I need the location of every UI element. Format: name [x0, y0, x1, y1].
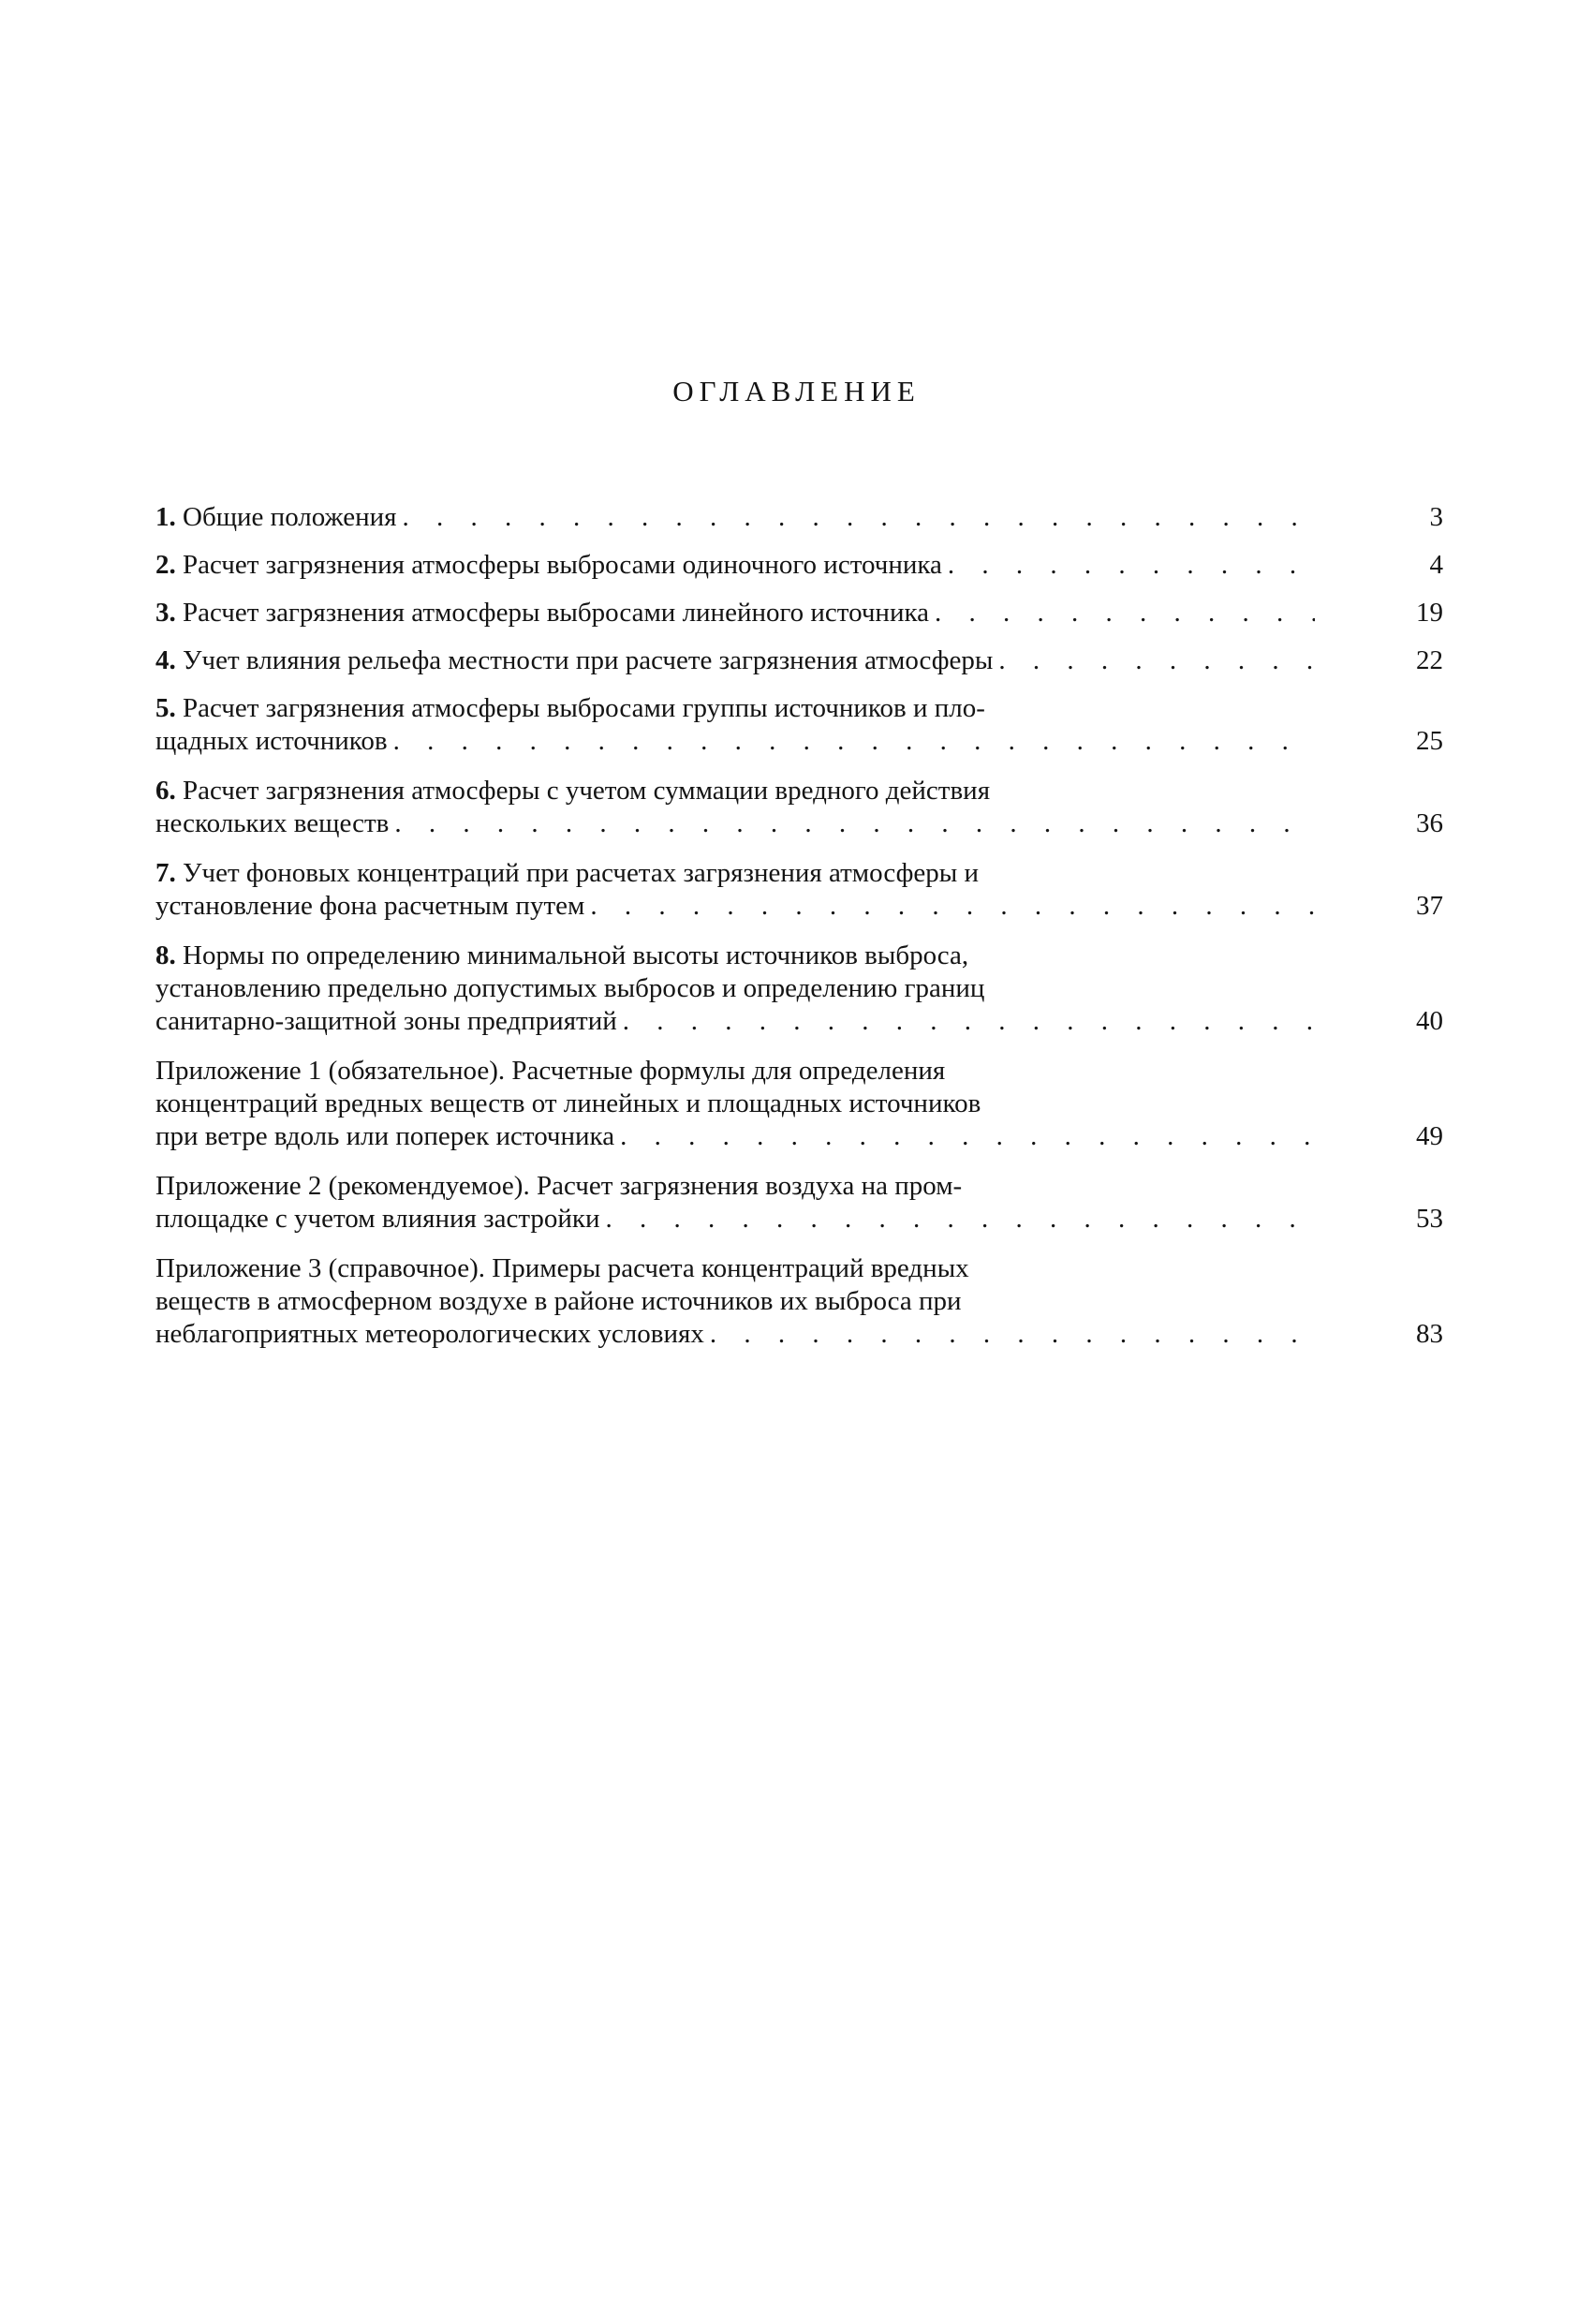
toc-entry-title-line: установлению предельно допустимых выбросов и определению границ: [155, 973, 985, 1003]
toc-entry-text: [155, 1055, 1315, 1153]
toc-entry-text: [155, 692, 1315, 758]
toc-page-number: 25: [1416, 726, 1443, 756]
dot-leader: [389, 807, 1315, 840]
toc-entry-title: Учет влияния рельефа местности при расчете загрязнения атмосферы: [183, 645, 994, 675]
toc-entry-number: 7.: [155, 858, 176, 888]
toc-entry-number: 2.: [155, 550, 176, 580]
toc-entry-title-line: Приложение 2 (рекомендуемое). Расчет загрязнения воздуха на пром-: [155, 1171, 963, 1201]
toc-page-number: 3: [1429, 502, 1443, 532]
toc-entry-title: площадке с учетом влияния застройки: [155, 1204, 600, 1234]
table-of-contents: [155, 501, 1443, 1368]
toc-entry-title: нескольких веществ: [155, 808, 390, 838]
toc-page-number: 36: [1416, 808, 1443, 838]
toc-page-number: 40: [1416, 1006, 1443, 1036]
toc-entry-7[interactable]: [155, 857, 1443, 923]
toc-entry-title-line: Нормы по определению минимальной высоты источников выброса,: [183, 940, 969, 970]
toc-entry-number: 4.: [155, 645, 176, 675]
toc-page-number: 83: [1416, 1319, 1443, 1349]
toc-entry-number: 3.: [155, 598, 176, 628]
toc-entry-3[interactable]: [155, 597, 1443, 629]
toc-page-number: 53: [1416, 1204, 1443, 1234]
toc-entry-1[interactable]: [155, 501, 1443, 534]
dot-leader: [704, 1318, 1315, 1351]
toc-entry-title: Расчет загрязнения атмосферы выбросами одиночного источника: [183, 550, 942, 580]
toc-page-number: 49: [1416, 1121, 1443, 1151]
toc-entry-text: [155, 775, 1315, 840]
dot-leader: [993, 644, 1315, 677]
toc-entry-number: 5.: [155, 693, 176, 723]
toc-entry-number: 6.: [155, 776, 176, 806]
toc-entry-title-line: Расчет загрязнения атмосферы выбросами группы источников и пло-: [183, 693, 985, 723]
toc-entry-number: 8.: [155, 940, 176, 970]
toc-entry-title: санитарно-защитной зоны предприятий: [155, 1006, 617, 1036]
toc-entry-text: [155, 501, 1315, 534]
toc-entry-title-line: концентраций вредных веществ от линейных и площадных источников: [155, 1088, 981, 1118]
toc-entry-title-line: Учет фоновых концентраций при расчетах загрязнения атмосферы и: [183, 858, 980, 888]
toc-entry-4[interactable]: [155, 644, 1443, 677]
toc-entry-title-line: веществ в атмосферном воздухе в районе источников их выброса при: [155, 1286, 962, 1316]
dot-leader: [584, 890, 1315, 923]
dot-leader: [614, 1120, 1315, 1153]
toc-page-number: 19: [1416, 598, 1443, 628]
toc-entry-6[interactable]: [155, 775, 1443, 840]
toc-appendix-2[interactable]: [155, 1170, 1443, 1236]
dot-leader: [396, 501, 1315, 534]
toc-entry-title-line: Приложение 1 (обязательное). Расчетные формулы для определения: [155, 1056, 946, 1086]
toc-entry-title: неблагоприятных метеорологических условиях: [155, 1319, 704, 1349]
toc-entry-title: щадных источников: [155, 726, 388, 756]
toc-entry-title: Общие положения: [183, 502, 397, 532]
toc-entry-title: при ветре вдоль или поперек источника: [155, 1121, 615, 1151]
toc-page-number: 37: [1416, 891, 1443, 921]
toc-entry-2[interactable]: [155, 549, 1443, 582]
toc-entry-text: [155, 1170, 1315, 1236]
toc-entry-5[interactable]: [155, 692, 1443, 758]
dot-leader: [599, 1203, 1315, 1236]
dot-leader: [942, 549, 1315, 582]
toc-entry-number: 1.: [155, 502, 176, 532]
toc-entry-text: [155, 940, 1315, 1038]
toc-entry-title-line: Приложение 3 (справочное). Примеры расчета концентраций вредных: [155, 1253, 969, 1283]
toc-entry-8[interactable]: [155, 940, 1443, 1038]
page-title: ОГЛАВЛЕНИЕ: [672, 375, 921, 407]
toc-entry-text: [155, 857, 1315, 923]
toc-entry-text: [155, 597, 1315, 629]
dot-leader: [617, 1005, 1315, 1038]
dot-leader: [929, 597, 1315, 629]
toc-entry-title: установление фона расчетным путем: [155, 891, 585, 921]
dot-leader: [388, 725, 1315, 758]
toc-entry-text: [155, 549, 1315, 582]
toc-page-number: 22: [1416, 645, 1443, 675]
toc-page-number: 4: [1429, 550, 1443, 580]
toc-entry-text: [155, 644, 1315, 677]
toc-entry-text: [155, 1252, 1315, 1351]
toc-entry-title: Расчет загрязнения атмосферы выбросами линейного источника: [183, 598, 929, 628]
toc-appendix-1[interactable]: [155, 1055, 1443, 1153]
toc-entry-title-line: Расчет загрязнения атмосферы с учетом суммации вредного действия: [183, 776, 991, 806]
toc-appendix-3[interactable]: [155, 1252, 1443, 1351]
